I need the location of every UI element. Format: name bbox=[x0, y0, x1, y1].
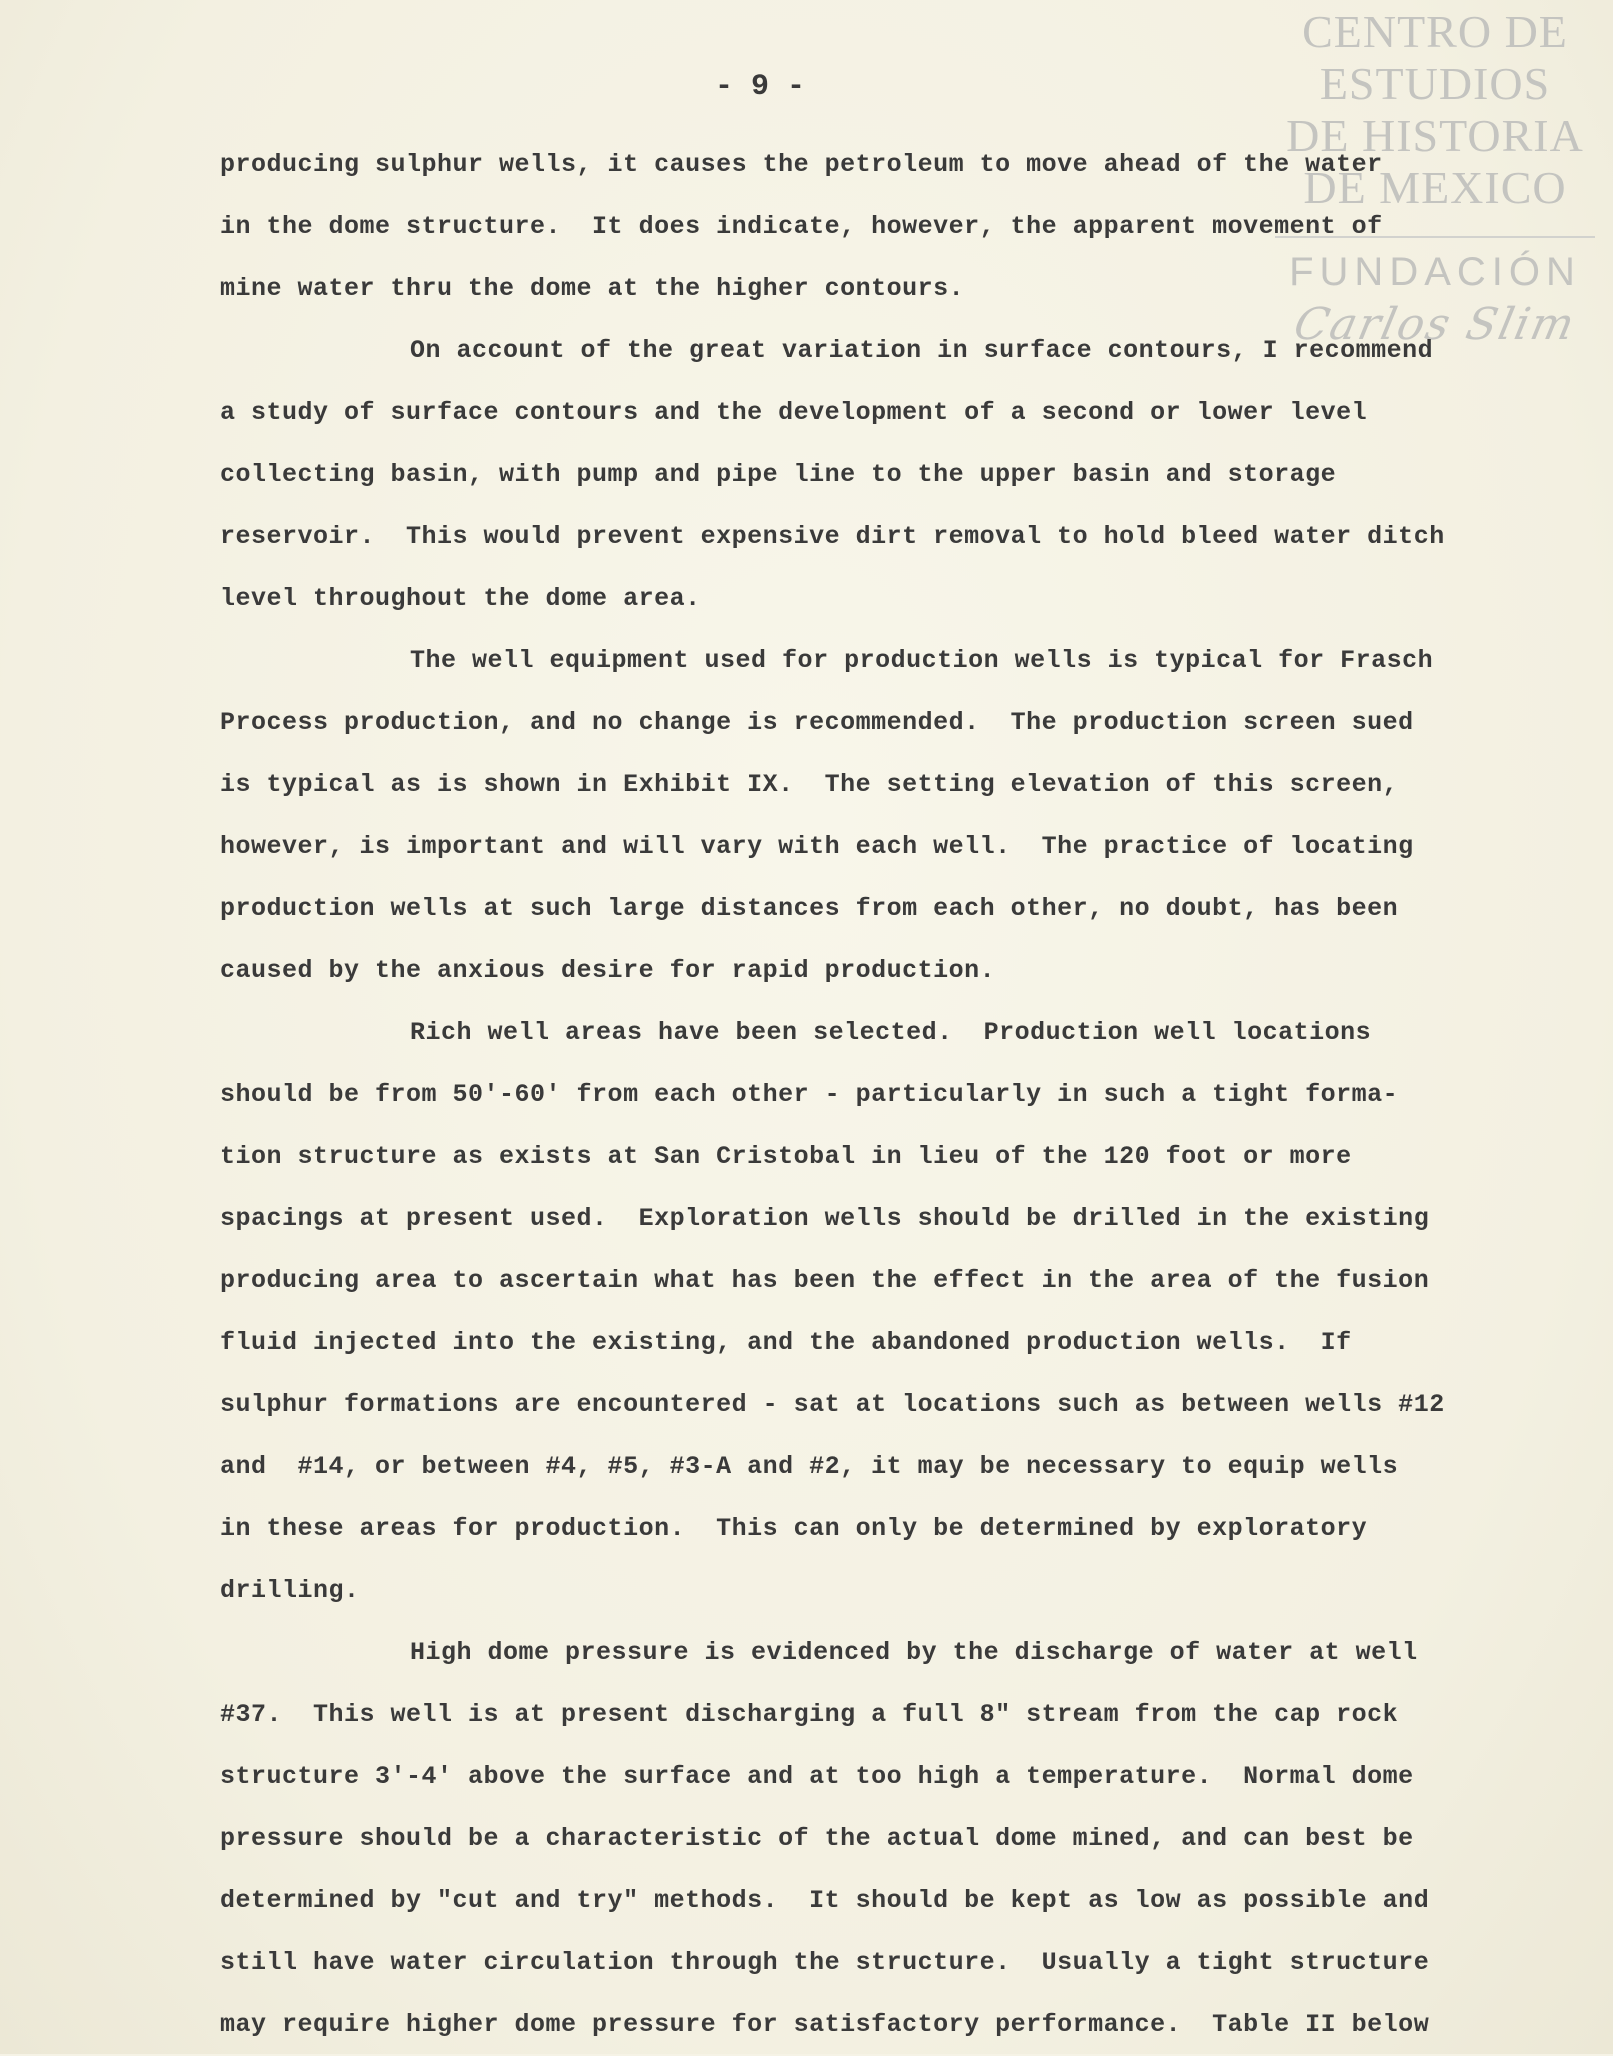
text-line: may require higher dome pressure for satisfactory performance. Table II below bbox=[220, 2010, 1430, 2039]
text-line: should be from 50'-60' from each other - particularly in such a tight forma- bbox=[220, 1080, 1399, 1109]
text-line: structure 3'-4' above the surface and at too high a temperature. Normal dome bbox=[220, 1762, 1414, 1791]
text-line: production wells at such large distances from each other, no doubt, has been bbox=[220, 894, 1399, 923]
text-line: level throughout the dome area. bbox=[220, 584, 701, 613]
text-line: and #14, or between #4, #5, #3-A and #2, it may be necessary to equip wells bbox=[220, 1452, 1399, 1481]
text-line: On account of the great variation in surface contours, I recommend bbox=[410, 336, 1434, 365]
text-line: drilling. bbox=[220, 1576, 360, 1605]
text-line: sulphur formations are encountered - sat at locations such as between wells #12 bbox=[220, 1390, 1445, 1419]
paragraph bbox=[220, 320, 1500, 630]
text-line: High dome pressure is evidenced by the discharge of water at well bbox=[410, 1638, 1418, 1667]
text-line: The well equipment used for production wells is typical for Frasch bbox=[410, 646, 1434, 675]
watermark-foundation: FUNDACIÓN bbox=[1275, 236, 1595, 295]
text-line: producing sulphur wells, it causes the petroleum to move ahead of the water bbox=[220, 150, 1383, 179]
text-line: Rich well areas have been selected. Production well locations bbox=[410, 1018, 1372, 1047]
text-line: reservoir. This would prevent expensive dirt removal to hold bleed water ditch bbox=[220, 522, 1445, 551]
watermark-line: CENTRO DE bbox=[1302, 6, 1568, 57]
text-line: collecting basin, with pump and pipe line to the upper basin and storage bbox=[220, 460, 1337, 489]
text-line: determined by "cut and try" methods. It should be kept as low as possible and bbox=[220, 1886, 1430, 1915]
text-line: in these areas for production. This can only be determined by exploratory bbox=[220, 1514, 1368, 1543]
page-number: - 9 - bbox=[714, 70, 805, 104]
text-line: mine water thru the dome at the higher contours. bbox=[220, 274, 965, 303]
watermark-line: DE HISTORIA bbox=[1286, 110, 1584, 161]
document-body bbox=[220, 134, 1500, 2056]
text-line: is typical as is shown in Exhibit IX. The setting elevation of this screen, bbox=[220, 770, 1399, 799]
text-line: spacings at present used. Exploration wells should be drilled in the existing bbox=[220, 1204, 1430, 1233]
watermark-signature: Carlos Slim bbox=[1289, 299, 1581, 350]
watermark-line: DE MEXICO bbox=[1303, 162, 1567, 213]
text-line: #37. This well is at present discharging a full 8" stream from the cap rock bbox=[220, 1700, 1399, 1729]
text-line: however, is important and will vary with each well. The practice of locating bbox=[220, 832, 1414, 861]
paragraph bbox=[220, 1622, 1500, 2056]
watermark-line: ESTUDIOS bbox=[1319, 58, 1551, 109]
text-line: caused by the anxious desire for rapid production. bbox=[220, 956, 996, 985]
text-line: in the dome structure. It does indicate, however, the apparent movement of bbox=[220, 212, 1383, 241]
text-line: a study of surface contours and the development of a second or lower level bbox=[220, 398, 1368, 427]
text-line: Process production, and no change is recommended. The production screen sued bbox=[220, 708, 1414, 737]
text-line: tion structure as exists at San Cristobal in lieu of the 120 foot or more bbox=[220, 1142, 1352, 1171]
paragraph bbox=[220, 1002, 1500, 1622]
text-line: fluid injected into the existing, and the abandoned production wells. If bbox=[220, 1328, 1352, 1357]
paragraph bbox=[220, 134, 1500, 320]
paragraph bbox=[220, 630, 1500, 1002]
text-line: producing area to ascertain what has been the effect in the area of the fusion bbox=[220, 1266, 1430, 1295]
text-line: pressure should be a characteristic of the actual dome mined, and can best be bbox=[220, 1824, 1414, 1853]
text-line: still have water circulation through the structure. Usually a tight structure bbox=[220, 1948, 1430, 1977]
